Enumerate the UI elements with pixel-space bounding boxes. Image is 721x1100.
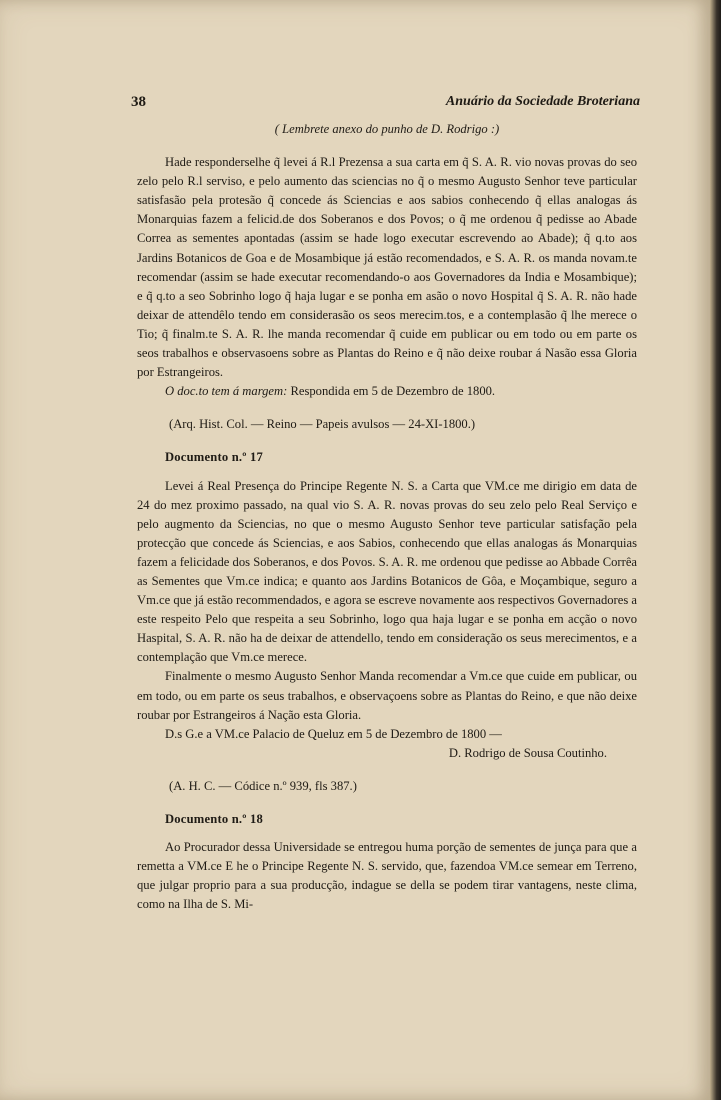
page-edge [710,0,721,1100]
archive-reference-2: (A. H. C. — Códice n.º 939, fls 387.) [169,778,357,793]
document-18-heading: Documento n.º 18 [165,812,263,826]
archive-reference-1: (Arq. Hist. Col. — Reino — Papeis avulsos — 24-XI-1800.) [169,417,476,432]
margin-note-text: Respondida em 5 de Dezembro de 1800. [290,384,496,399]
document-17-heading: Documento n.º 17 [165,450,263,465]
margin-note-label: O doc.to tem á margem: [165,384,288,399]
lembrete-paragraph: Hade responderselhe q̃ levei á R.l Prezensa a sua carta em q̃ S. A. R. vio novas provas do seo zelo pelo R.l serviso, e pelo aumento das sciencias no q̃ o mesmo Augusto Senhor teve particular satisfasão pela protesão q̃ concede ás Sciencias e aos sabios conhecendo q̃ ellas analogas ás Monarquias fazem a felicid.de dos Soberanos e dos Povos; o q̃ me ordenou q̃ pedisse ao Abade Correa as sementes apontadas (assim se hade logo executar escrevendo ao Abade); q̃ q.to aos Jardins Botanicos de Goa e de Mosambique já estão recomendados, e S. A. R. os manda novam.te recomendar (assim se hade executar recomendando-o aos Governadores da India e Mosambique); e q̃ q.to a seo Sobrinho logo q̃ haja lugar e se ponha em asão o novo Hospital q̃ S. A. R. não hade deixar de attendêlo tendo em considerasão os seos merecim.tos, e a contemplasão q̃ lhe merece o Tio; q̃ finalm.te S. A. R. lhe manda recomendar q̃ cuide em publicar ou em todo ou em parte os seos trabalhos e observasoens sobre as Plantas do Reino e q̃ não deixe roubar á Nasão essa Gloria por Estrangeiros. [137,155,637,380]
document-17-paragraph-1: Levei á Real Presença do Principe Regente N. S. a Carta que VM.ce me dirigio em data de 24 do mez proximo passado, na qual vio S. A. R. novas provas do seu zelo pelo Real Serviço e pelo augmento da Sciencias, no que o mesmo Augusto Senhor teve particular satisfação pela protecção que concede ás Sciencias, e aos Sabios, conhecendo que ellas analogas ás Monarquias fazem a felicidade dos Soberanos, e dos Povos. S. A. R. me ordenou que pedisse ao Abbade Corrêa as Sementes que Vm.ce indica; e quanto aos Jardins Botanicos de Gôa, e Moçambique, seguro a Vm.ce que já estão recommendados, e agora se escreve novamente aos respectivos Governadores a este respeito Pelo que respeita a seu Sobrinho, logo qua haja lugar e se ponha em acção o novo Haspital, S. A. R. não ha de deixar de attendello, tendo em consideração os seus merecimentos, e a contemplação que Vm.ce merece. [137,478,637,665]
page-header [131,94,640,114]
page-body [137,120,637,914]
document-17-paragraph-2: Finalmente o mesmo Augusto Senhor Manda recomendar a Vm.ce que cuide em publicar, ou em todo, ou em parte os seus trabalhos, e observaçoens sobre as Plantas do Reino, e que não deixe roubar por Estrangeiros á Nação esta Gloria. [137,669,637,722]
document-17-closing: D.s G.e a VM.ce Palacio de Queluz em 5 de Dezembro de 1800 — [165,726,502,741]
page-number: 38 [131,94,146,110]
lembrete-heading: ( Lembrete anexo do punho de D. Rodrigo :) [274,122,500,136]
running-title: Anuário da Sociedade Broteriana [445,94,640,109]
document-17-signature: D. Rodrigo de Sousa Coutinho. [448,745,607,760]
margin-note [137,382,637,401]
document-18-paragraph-1: Ao Procurador dessa Universidade se entregou huma porção de sementes de junça para que a remetta a VM.ce E he o Principe Regente N. S. servido, que, fazendoa VM.ce semear em Terreno, que julgar proprio para a sua producção, indague se della se podem tirar vantagens, neste clima, como na Ilha de S. Mi- [137,840,637,912]
